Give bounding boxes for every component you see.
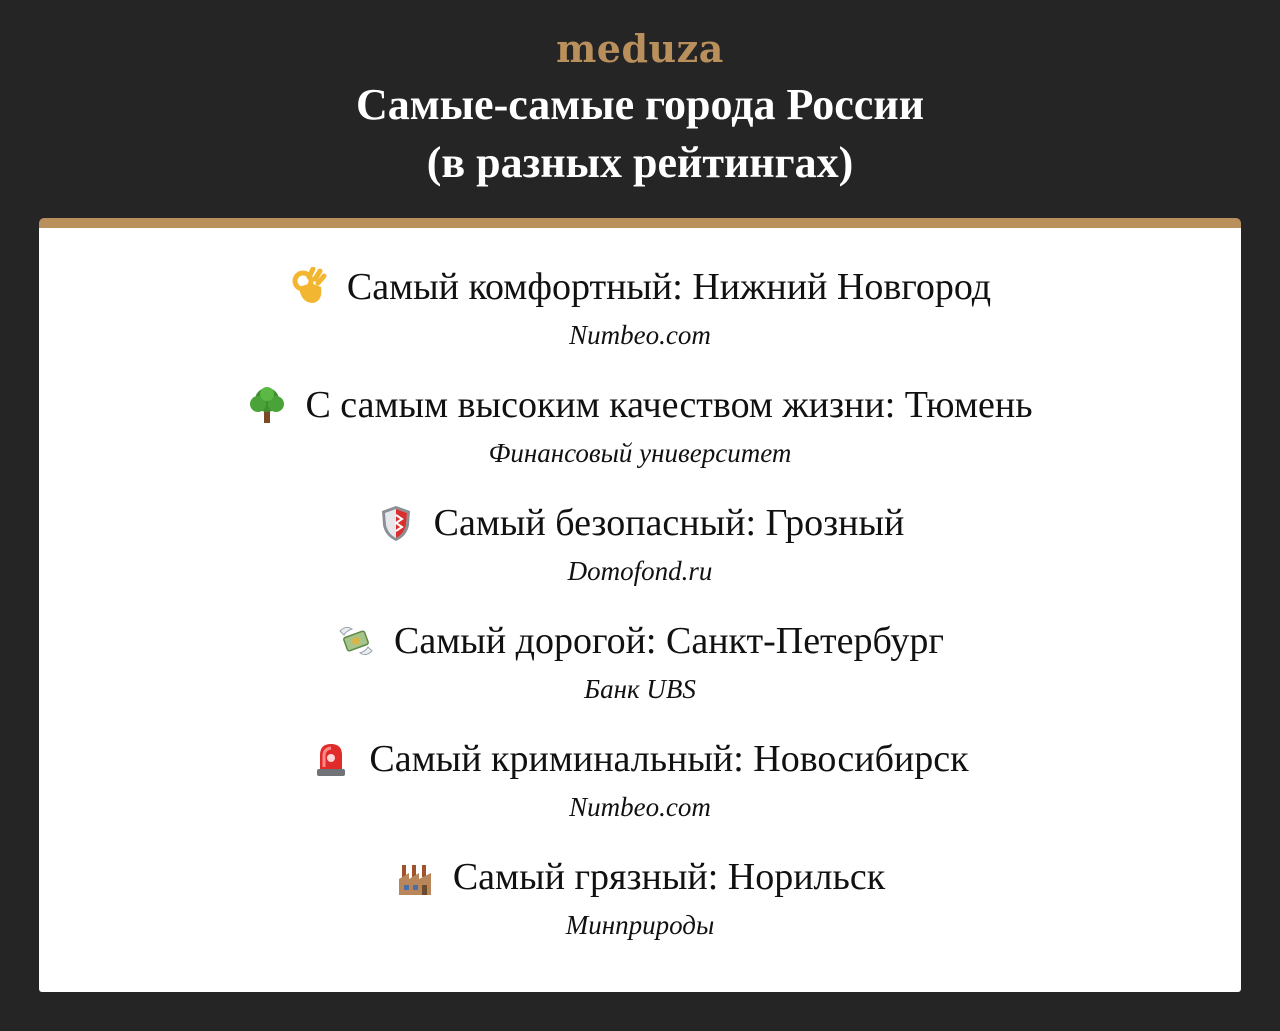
shield-icon: [376, 503, 416, 543]
rating-item-dirtiest: [39, 852, 1241, 942]
ratings-card: [39, 218, 1241, 992]
police-light-icon: [311, 739, 351, 779]
rating-title: Самый комфортный: Нижний Новгород: [346, 266, 992, 308]
rating-title: Самый криминальный: Новосибирск: [369, 738, 969, 780]
meduza-logo: meduza: [556, 26, 724, 71]
rating-source: Минприроды: [565, 910, 715, 940]
rating-item-safest: [39, 498, 1241, 588]
rating-item-quality-of-life: [39, 380, 1241, 470]
page-title-line-1: Самые-самые города России: [355, 80, 925, 129]
page-title: [0, 76, 1280, 192]
rating-title: С самым высоким качеством жизни: Тюмень: [305, 384, 1033, 426]
rating-source: Numbeo.com: [569, 792, 711, 822]
rating-item-most-expensive: [39, 616, 1241, 706]
rating-source: Numbeo.com: [569, 320, 711, 350]
tree-icon: [247, 385, 287, 425]
rating-source: Domofond.ru: [567, 556, 713, 586]
rating-title: Самый дорогой: Санкт-Петербург: [393, 620, 945, 662]
rating-title: Самый безопасный: Грозный: [433, 502, 905, 544]
rating-item-most-criminal: [39, 734, 1241, 824]
page-title-line-2: (в разных рейтингах): [426, 138, 854, 187]
money-with-wings-icon: [336, 621, 376, 661]
rating-source: Банк UBS: [584, 674, 696, 704]
rating-title: Самый грязный: Норильск: [452, 856, 886, 898]
ok-hand-icon: [289, 267, 329, 307]
rating-source: Финансовый университет: [488, 438, 792, 468]
rating-item-comfortable: [39, 262, 1241, 352]
factory-icon: [395, 857, 435, 897]
